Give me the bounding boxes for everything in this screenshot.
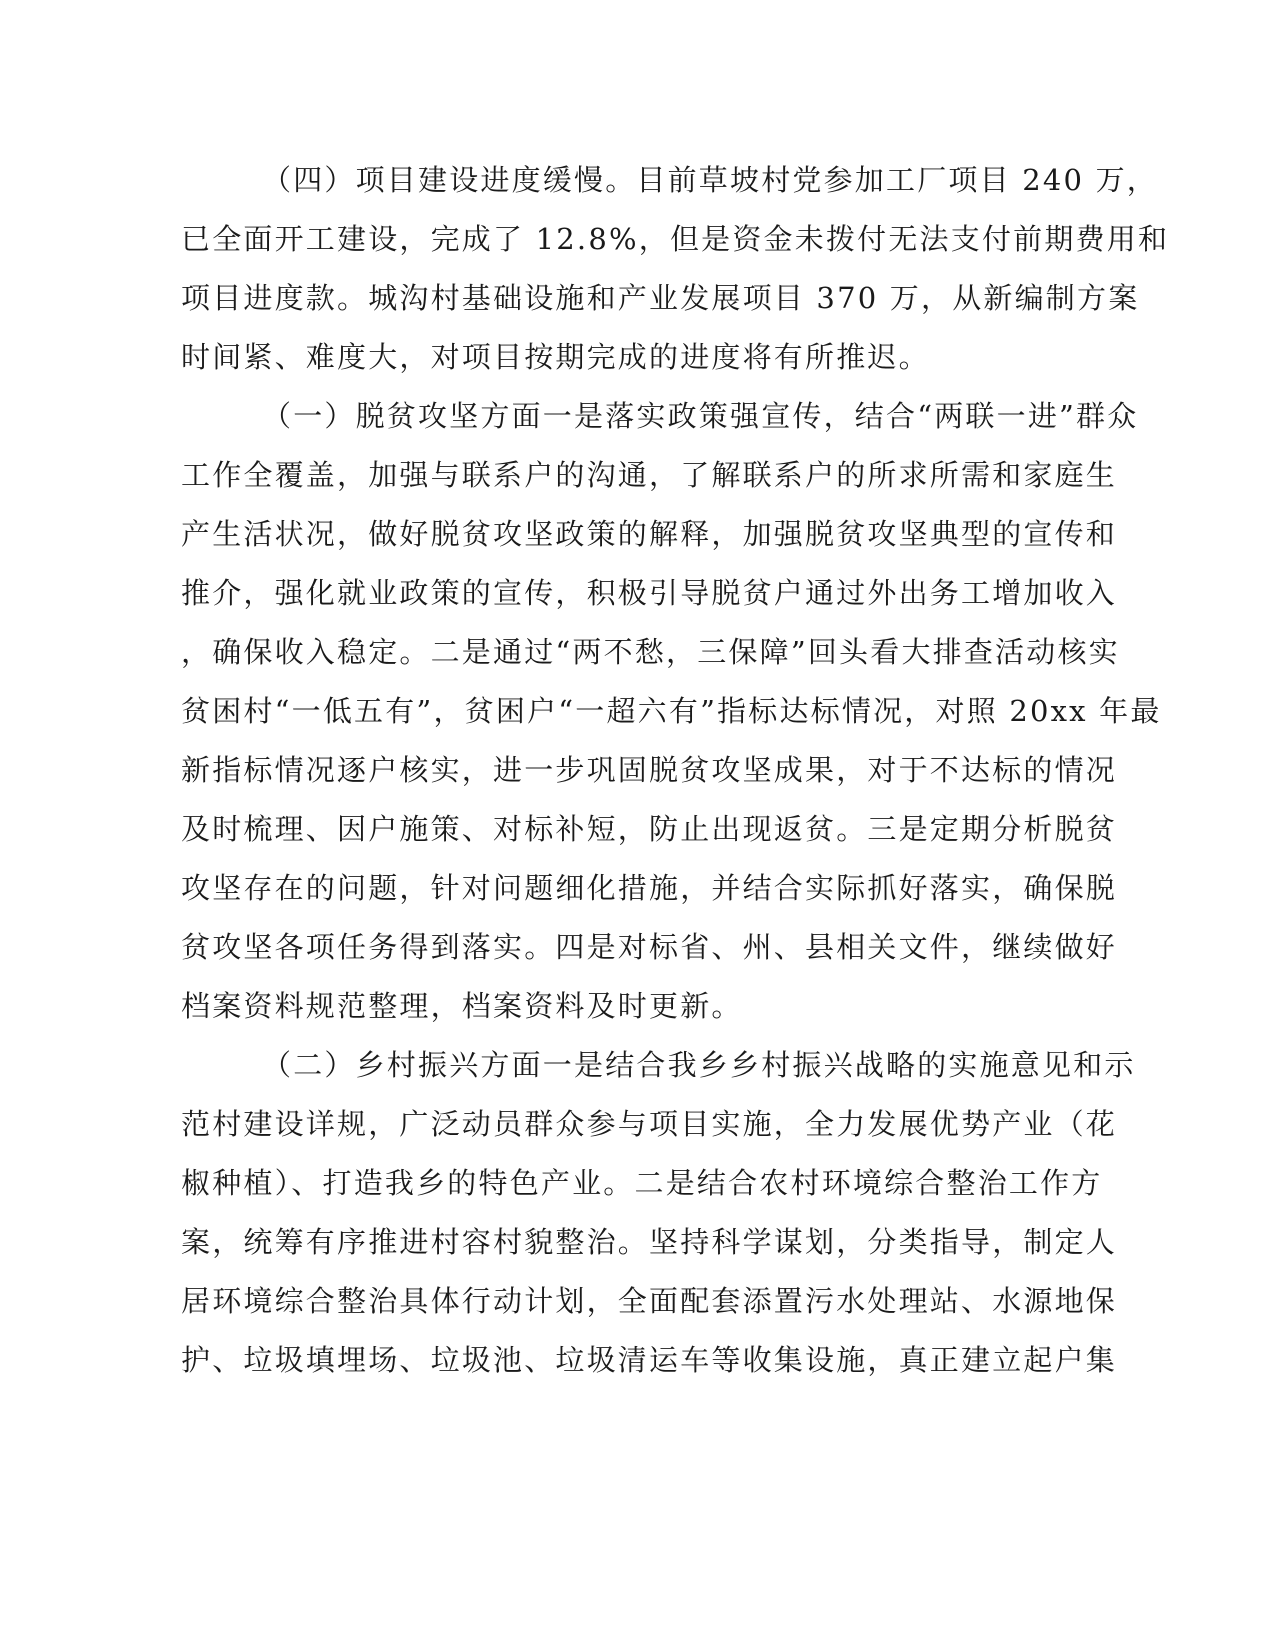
paragraph-3-line-4: 案，统筹有序推进村容村貌整治。坚持科学谋划，分类指导，制定人 <box>181 1225 1118 1259</box>
paragraph-2-line-4: 推介，强化就业政策的宣传，积极引导脱贫户通过外出务工增加收入 <box>181 576 1118 610</box>
paragraph-2-line-11: 档案资料规范整理，档案资料及时更新。 <box>181 989 743 1023</box>
paragraph-1-line-3: 项目进度款。城沟村基础设施和产业发展项目 370 万，从新编制方案 <box>181 281 1140 315</box>
paragraph-2-line-2: 工作全覆盖，加强与联系户的沟通，了解联系户的所求所需和家庭生 <box>181 458 1118 492</box>
paragraph-3-line-1: （二）乡村振兴方面一是结合我乡乡村振兴战略的实施意见和示 <box>262 1048 1136 1082</box>
paragraph-3-line-2: 范村建设详规，广泛动员群众参与项目实施，全力发展优势产业（花 <box>181 1107 1118 1141</box>
paragraph-2-line-10: 贫攻坚各项任务得到落实。四是对标省、州、县相关文件，继续做好 <box>181 930 1118 964</box>
paragraph-1-line-1: （四）项目建设进度缓慢。目前草坡村党参加工厂项目 240 万， <box>262 163 1158 197</box>
paragraph-2-line-6: 贫困村“一低五有”，贫困户“一超六有”指标达标情况，对照 20xx 年最 <box>181 694 1162 728</box>
paragraph-2-line-3: 产生活状况，做好脱贫攻坚政策的解释，加强脱贫攻坚典型的宣传和 <box>181 517 1118 551</box>
paragraph-3-line-6: 护、垃圾填埋场、垃圾池、垃圾清运车等收集设施，真正建立起户集 <box>181 1343 1118 1377</box>
paragraph-2-line-1: （一）脱贫攻坚方面一是落实政策强宣传，结合“两联一进”群众 <box>262 399 1139 433</box>
paragraph-2-line-9: 攻坚存在的问题，针对问题细化措施，并结合实际抓好落实，确保脱 <box>181 871 1118 905</box>
paragraph-3-line-3: 椒种植）、打造我乡的特色产业。二是结合农村环境综合整治工作方 <box>181 1166 1103 1200</box>
paragraph-2-line-5: ，确保收入稳定。二是通过“两不愁，三保障”回头看大排查活动核实 <box>181 635 1120 669</box>
paragraph-2-line-8: 及时梳理、因户施策、对标补短，防止出现返贫。三是定期分析脱贫 <box>181 812 1118 846</box>
paragraph-1-line-4: 时间紧、难度大，对项目按期完成的进度将有所推迟。 <box>181 340 930 374</box>
paragraph-2-line-7: 新指标情况逐户核实，进一步巩固脱贫攻坚成果，对于不达标的情况 <box>181 753 1118 787</box>
paragraph-3-line-5: 居环境综合整治具体行动计划，全面配套添置污水处理站、水源地保 <box>181 1284 1118 1318</box>
paragraph-1-line-2: 已全面开工建设，完成了 12.8%，但是资金未拨付无法支付前期费用和 <box>181 222 1170 256</box>
